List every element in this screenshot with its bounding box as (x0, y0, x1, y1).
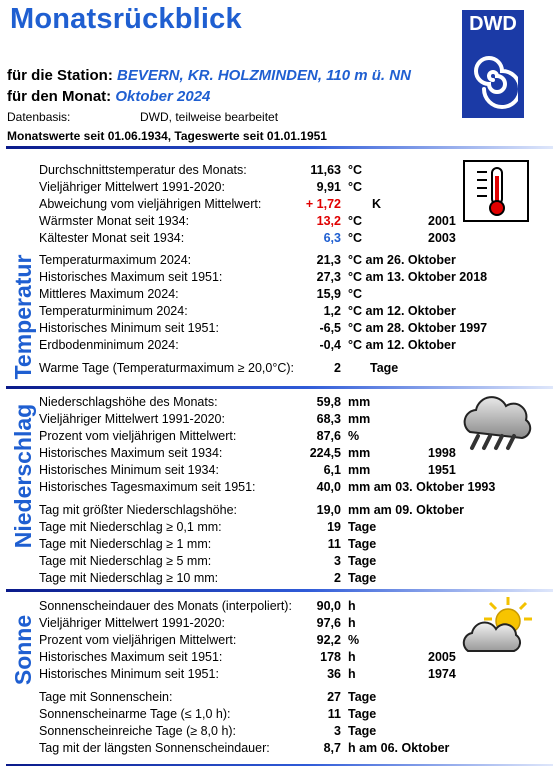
row-unit: Tage (348, 571, 377, 585)
row-label: Durchschnittstemperatur des Monats: (39, 163, 247, 177)
sun-row-percent (0, 633, 553, 650)
precip-row-max-day (0, 503, 553, 520)
row-value: 19,0 (316, 503, 341, 517)
row-label: Tage mit Niederschlag ≥ 1 mm: (39, 537, 212, 551)
row-value: 2 (334, 361, 341, 375)
month-value: Oktober 2024 (115, 88, 211, 105)
row-year: 2005 (428, 650, 456, 664)
row-unit: °C am 12. Oktober (348, 304, 456, 318)
temp-row-max (0, 253, 553, 270)
section-label-precipitation: Niederschlag (10, 403, 36, 549)
temp-row-average (0, 163, 553, 180)
temp-row-warmest (0, 214, 553, 231)
temp-row-ground-min (0, 338, 553, 355)
row-value: 1,2 (323, 304, 341, 318)
row-value: 90,0 (316, 599, 341, 613)
row-label: Kältester Monat seit 1934: (39, 231, 185, 245)
row-label: Warme Tage (Temperaturmaximum ≥ 20,0°C): (39, 361, 294, 375)
row-value: 13,2 (316, 214, 341, 228)
row-unit: °C am 26. Oktober (348, 253, 456, 267)
temp-row-warm-days (0, 361, 553, 378)
row-unit: mm (348, 446, 371, 460)
row-label: Tage mit Niederschlag ≥ 5 mm: (39, 554, 212, 568)
spiral-icon (468, 46, 518, 112)
row-unit: °C (348, 214, 363, 228)
temp-row-mean (0, 180, 553, 197)
row-value: 15,9 (316, 287, 341, 301)
section-label-sunshine: Sonne (10, 614, 36, 686)
temp-row-hist-max (0, 270, 553, 287)
row-label: Tag mit der längsten Sonnenscheindauer: (39, 741, 270, 755)
row-unit: mm am 09. Oktober (348, 503, 465, 517)
precip-row-total (0, 395, 553, 412)
row-unit: °C (348, 231, 363, 245)
row-label: Sonnenscheinarme Tage (≤ 1,0 h): (39, 707, 231, 721)
row-unit: mm am 03. Oktober 1993 (348, 480, 496, 494)
row-label: Prozent vom vieljährigen Mittelwert: (39, 429, 237, 443)
row-label: Erdbodenminimum 2024: (39, 338, 179, 352)
row-label: Historisches Minimum seit 1934: (39, 463, 219, 477)
row-label: Vieljähriger Mittelwert 1991-2020: (39, 616, 225, 630)
row-unit: mm (348, 412, 371, 426)
row-unit: °C am 12. Oktober (348, 338, 456, 352)
row-unit: K (372, 197, 382, 211)
row-label: Historisches Minimum seit 1951: (39, 321, 219, 335)
row-unit: % (348, 633, 360, 647)
row-value: 11 (327, 537, 341, 551)
row-label: Historisches Minimum seit 1951: (39, 667, 219, 681)
row-value: 36 (327, 667, 341, 681)
station-value: BEVERN, KR. HOLZMINDEN, 110 m ü. NN (117, 67, 411, 84)
row-year: 2001 (428, 214, 456, 228)
temp-row-mean-max (0, 287, 553, 304)
row-unit: Tage (348, 707, 377, 721)
sun-row-mean (0, 616, 553, 633)
row-unit: °C am 13. Oktober 2018 (348, 270, 488, 284)
precip-row-hist-max (0, 446, 553, 463)
row-year: 2003 (428, 231, 456, 245)
temp-row-hist-min (0, 321, 553, 338)
row-label: Tag mit größter Niederschlagshöhe: (39, 503, 238, 517)
station-label: für die Station: (7, 67, 113, 84)
row-label: Prozent vom vieljährigen Mittelwert: (39, 633, 237, 647)
row-value: 97,6 (316, 616, 341, 630)
row-value: 92,2 (316, 633, 341, 647)
row-year: 1951 (428, 463, 456, 477)
row-unit: Tage (348, 724, 377, 738)
row-value: 178 (320, 650, 341, 664)
page-title: Monatsrückblick (10, 3, 242, 35)
row-label: Niederschlagshöhe des Monats: (39, 395, 218, 409)
row-label: Wärmster Monat seit 1934: (39, 214, 190, 228)
section-label-temperature: Temperatur (10, 254, 36, 380)
row-value: 40,0 (316, 480, 341, 494)
row-value: 224,5 (309, 446, 341, 460)
row-unit: °C (348, 287, 363, 301)
row-label: Sonnenscheindauer des Monats (interpoliert): (39, 599, 292, 613)
precip-row-days-10 (0, 571, 553, 588)
precip-row-mean (0, 412, 553, 429)
basis-label: Datenbasis: (7, 110, 71, 124)
row-value: 68,3 (316, 412, 341, 426)
sun-row-poor-days (0, 707, 553, 724)
precip-row-days-1 (0, 537, 553, 554)
row-value: 27 (327, 690, 341, 704)
row-label: Historisches Maximum seit 1951: (39, 270, 223, 284)
row-label: Temperaturmaximum 2024: (39, 253, 192, 267)
row-value: + 1,72 (305, 197, 341, 211)
precip-row-days-5 (0, 554, 553, 571)
row-value: 9,91 (316, 180, 341, 194)
dwd-logo (462, 10, 524, 118)
row-value: -6,5 (319, 321, 341, 335)
sun-row-days (0, 690, 553, 707)
row-unit: Tage (348, 690, 377, 704)
data-basis (7, 110, 279, 124)
divider (6, 589, 553, 592)
row-unit: Tage (348, 537, 377, 551)
sun-row-total (0, 599, 553, 616)
row-value: 19 (327, 520, 341, 534)
row-label: Historisches Maximum seit 1951: (39, 650, 223, 664)
precip-row-days-01 (0, 520, 553, 537)
divider (6, 386, 553, 389)
sun-row-hist-min (0, 667, 553, 684)
row-value: 3 (334, 724, 341, 738)
row-unit: °C am 28. Oktober 1997 (348, 321, 488, 335)
row-label: Mittleres Maximum 2024: (39, 287, 179, 301)
sun-row-hist-max (0, 650, 553, 667)
row-unit: h am 06. Oktober (348, 741, 450, 755)
row-value: 87,6 (316, 429, 341, 443)
since-note: Monatswerte seit 01.06.1934, Tageswerte seit 01.01.1951 (7, 129, 327, 143)
row-unit: Tage (348, 520, 377, 534)
row-unit: °C (348, 180, 363, 194)
row-year: 1974 (428, 667, 456, 681)
row-label: Tage mit Niederschlag ≥ 0,1 mm: (39, 520, 222, 534)
month-label: für den Monat: (7, 88, 112, 105)
station-line (7, 67, 411, 84)
row-unit: % (348, 429, 360, 443)
row-unit: Tage (348, 554, 377, 568)
row-unit: mm (348, 395, 371, 409)
sun-row-rich-days (0, 724, 553, 741)
row-value: 59,8 (316, 395, 341, 409)
row-label: Sonnenscheinreiche Tage (≥ 8,0 h): (39, 724, 237, 738)
divider (6, 146, 553, 149)
row-unit: °C (348, 163, 363, 177)
row-value: -0,4 (319, 338, 341, 352)
row-value: 3 (334, 554, 341, 568)
row-unit: Tage (370, 361, 399, 375)
row-value: 2 (334, 571, 341, 585)
basis-value: DWD, teilweise bearbeitet (140, 110, 279, 124)
precip-row-hist-daymax (0, 480, 553, 497)
row-value: 6,3 (323, 231, 341, 245)
row-label: Vieljähriger Mittelwert 1991-2020: (39, 180, 225, 194)
row-value: 11 (327, 707, 341, 721)
temp-row-coldest (0, 231, 553, 248)
row-label: Tage mit Sonnenschein: (39, 690, 173, 704)
row-label: Vieljähriger Mittelwert 1991-2020: (39, 412, 225, 426)
row-unit: h (348, 599, 356, 613)
row-label: Abweichung vom vieljährigen Mittelwert: (39, 197, 262, 211)
logo-text: DWD (469, 13, 517, 35)
row-value: 8,7 (323, 741, 341, 755)
temp-row-deviation (0, 197, 553, 214)
row-value: 6,1 (323, 463, 341, 477)
precip-row-percent (0, 429, 553, 446)
row-value: 11,63 (310, 163, 341, 177)
row-unit: mm (348, 463, 371, 477)
row-unit: h (348, 650, 356, 664)
row-label: Historisches Maximum seit 1934: (39, 446, 223, 460)
row-unit: h (348, 616, 356, 630)
row-unit: h (348, 667, 356, 681)
row-value: 21,3 (316, 253, 341, 267)
row-label: Temperaturminimum 2024: (39, 304, 188, 318)
row-label: Tage mit Niederschlag ≥ 10 mm: (39, 571, 219, 585)
temp-row-min (0, 304, 553, 321)
row-label: Historisches Tagesmaximum seit 1951: (39, 480, 256, 494)
row-value: 27,3 (316, 270, 341, 284)
row-year: 1998 (428, 446, 456, 460)
sun-row-longest (0, 741, 553, 758)
precip-row-hist-min (0, 463, 553, 480)
month-line (7, 88, 210, 105)
bottom-divider (6, 764, 553, 766)
